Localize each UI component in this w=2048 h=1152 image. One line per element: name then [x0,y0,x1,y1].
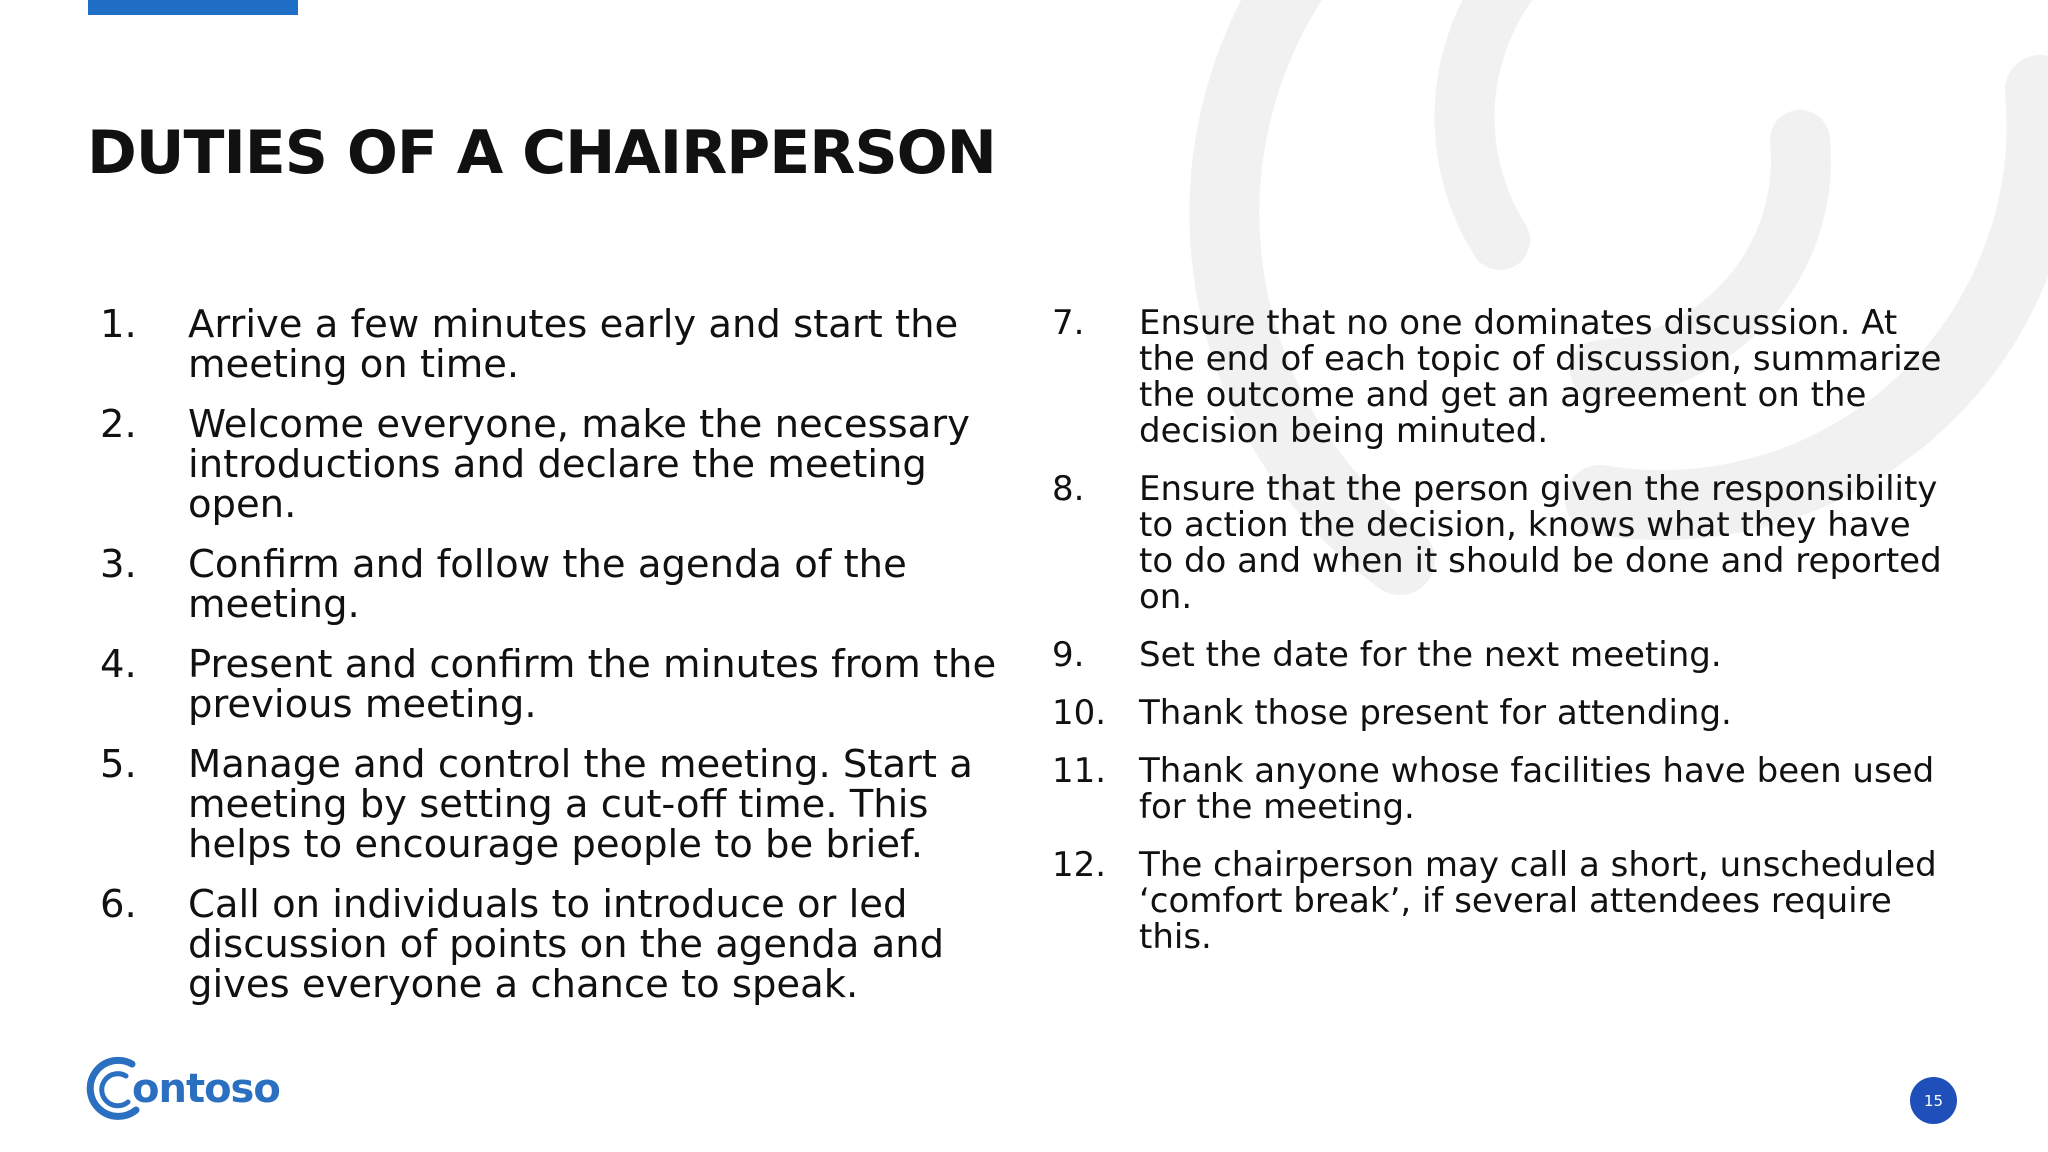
list-item-number: 10. [1052,693,1107,733]
list-item-number: 6. [100,882,137,927]
list-item [100,402,1000,527]
list-item-text: Manage and control the meeting. Start a meeting by setting a cut-off time. This helps to encourage people to be brief. [188,742,973,867]
list-item [1052,305,1952,449]
top-accent-bar [88,0,298,15]
list-item-number: 1. [100,302,137,347]
list-item-text: The chairperson may call a short, unscheduled ‘comfort break’, if several attendees require this. [1139,845,1937,957]
list-item-number: 5. [100,742,137,787]
list-item-text: Thank those present for attending. [1139,693,1732,733]
list-item [1052,471,1952,615]
list-item-number: 7. [1052,303,1085,343]
list-item-number: 9. [1052,635,1085,675]
list-item [100,742,1000,867]
list-item-text: Confirm and follow the agenda of the meeting. [188,542,907,627]
list-item-number: 2. [100,402,137,447]
list-item-text: Ensure that the person given the responsibility to action the decision, knows what they have to do and when it should be done and reported on. [1139,469,1942,617]
list-item-text: Set the date for the next meeting. [1139,635,1722,675]
list-item-number: 8. [1052,469,1085,509]
list-item [100,642,1000,727]
list-item [1052,753,1952,825]
list-item-text: Call on individuals to introduce or led discussion of points on the agenda and gives everyone a chance to speak. [188,882,945,1007]
list-item-text: Present and confirm the minutes from the previous meeting. [188,642,997,727]
page-number-badge [1910,1077,1957,1124]
logo-text: ontoso [132,1066,280,1112]
contoso-logo [84,1054,280,1124]
list-item [100,882,1000,1007]
list-item [100,542,1000,627]
list-item-text: Thank anyone whose facilities have been used for the meeting. [1139,751,1935,827]
list-item [1052,637,1952,673]
duties-list-right [1052,305,1952,977]
page-number: 15 [1923,1091,1944,1110]
list-item-text: Ensure that no one dominates discussion. At the end of each topic of discussion, summarize the outcome and get an agreement on the decision being minuted. [1139,303,1942,451]
list-item-number: 4. [100,642,137,687]
list-item-text: Welcome everyone, make the necessary introductions and declare the meeting open. [188,402,970,527]
list-item-text: Arrive a few minutes early and start the meeting on time. [188,302,959,387]
list-item-number: 12. [1052,845,1107,885]
duties-list-left [100,302,1000,1025]
list-item [1052,847,1952,955]
list-item [1052,695,1952,731]
slide-title: DUTIES OF A CHAIRPERSON [87,118,996,188]
list-item-number: 3. [100,542,137,587]
list-item [100,302,1000,387]
list-item-number: 11. [1052,751,1107,791]
